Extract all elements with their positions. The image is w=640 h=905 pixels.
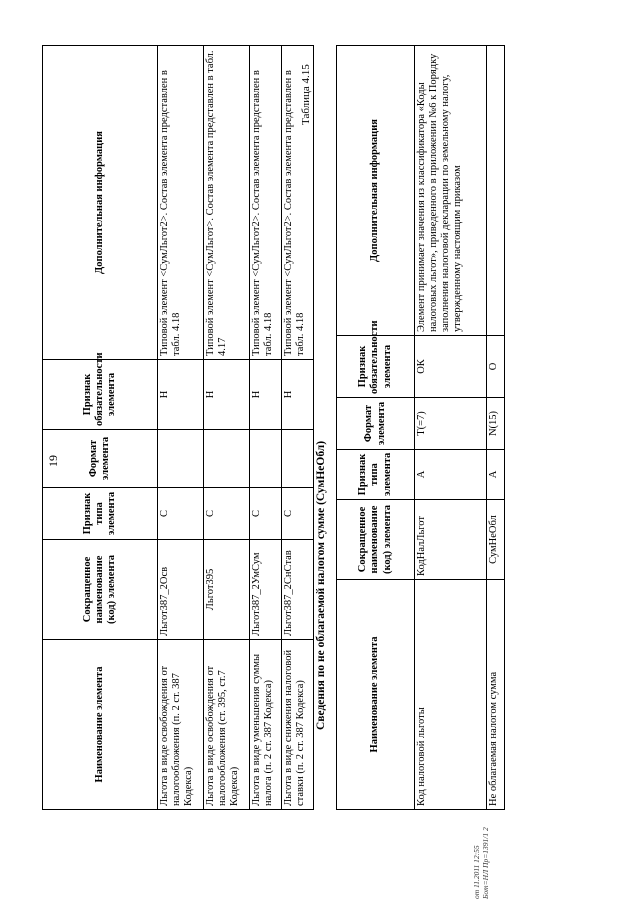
- element-info: Типовой элемент <СумЛьгот2>. Состав элемента представлен в табл. 4.18: [158, 46, 204, 360]
- element-name: Льгота в виде освобождения от налогообложения (п. 2 ст. 387 Кодекса): [158, 640, 204, 810]
- element-format: [282, 430, 314, 488]
- footer-line: Бот=НЛ Пр=1391/1 2: [481, 827, 491, 899]
- element-code: КодНалЛьгот: [415, 500, 487, 580]
- element-required: Н: [282, 360, 314, 430]
- element-info: [487, 46, 505, 336]
- header-cell: Дополнительная информация: [337, 46, 415, 336]
- element-type: А: [487, 450, 505, 500]
- untaxed-amount-table: [336, 45, 505, 810]
- element-format: [204, 430, 250, 488]
- table-row: [158, 46, 204, 810]
- header-cell: Наименование элемента: [337, 580, 415, 810]
- table-row: [250, 46, 282, 810]
- element-type: С: [250, 488, 282, 540]
- element-info: Типовой элемент <СумЛьгот2>. Состав элемента представлен в табл. 4.18: [250, 46, 282, 360]
- element-required: Н: [158, 360, 204, 430]
- element-required: Н: [204, 360, 250, 430]
- element-code: Льгот387_2Осв: [158, 540, 204, 640]
- header-cell: Признак обязательности элемента: [337, 336, 415, 398]
- element-name: Льгота в виде снижения налоговой ставки (п. 2 ст. 387 Кодекса): [282, 640, 314, 810]
- element-format: [158, 430, 204, 488]
- header-cell: Признак типа элемента: [337, 450, 415, 500]
- page-number: 19: [46, 455, 60, 467]
- element-type: А: [415, 450, 487, 500]
- element-info: Элемент принимает значения из классификатора «Коды налоговых льгот», приведенного в приложении №6 к Порядку заполнения налоговой декларации по земельному налогу, утвержденному настоящим приказом: [415, 46, 487, 336]
- header-cell: Формат элемента: [337, 398, 415, 450]
- table-header-row: [43, 46, 158, 810]
- header-cell: Формат элемента: [43, 430, 158, 488]
- element-name: Льгота в виде освобождения от налогообложения (ст. 395, ст.7 Кодекса): [204, 640, 250, 810]
- element-format: T(=7): [415, 398, 487, 450]
- table-row: [282, 46, 314, 810]
- element-code: СумНеОбл: [487, 500, 505, 580]
- element-format: [250, 430, 282, 488]
- table-row: [204, 46, 250, 810]
- element-type: С: [158, 488, 204, 540]
- table-row: [415, 46, 487, 810]
- table-label: Таблица 4.15: [300, 64, 312, 125]
- element-type: С: [204, 488, 250, 540]
- elements-table: [42, 45, 314, 810]
- element-required: ОК: [415, 336, 487, 398]
- element-code: Льгот387_2СнСтав: [282, 540, 314, 640]
- header-cell: Сокращенное наименование (код) элемента: [43, 540, 158, 640]
- element-code: Льгот395: [204, 540, 250, 640]
- element-name: Код налоговой льготы: [415, 580, 487, 810]
- footer-line: от 11.2011 12:55: [472, 845, 481, 899]
- table-row: [487, 46, 505, 810]
- element-name: Не облагаемая налогом сумма: [487, 580, 505, 810]
- header-cell: Дополнительная информация: [43, 46, 158, 360]
- footer-stamp: [472, 827, 491, 899]
- element-info: Типовой элемент <СумЛьгот2>. Состав элемента представлен в табл. 4.18: [282, 46, 314, 360]
- element-name: Льгота в виде уменьшения суммы налога (п. 2 ст. 387 Кодекса): [250, 640, 282, 810]
- element-required: О: [487, 336, 505, 398]
- header-cell: Сокращенное наименование (код) элемента: [337, 500, 415, 580]
- header-cell: Наименование элемента: [43, 640, 158, 810]
- table-header-row: [337, 46, 415, 810]
- element-required: Н: [250, 360, 282, 430]
- element-format: N(15): [487, 398, 505, 450]
- header-cell: Признак обязательности элемента: [43, 360, 158, 430]
- section-title: Сведения по не облагаемой налогом сумме (СумНеОбл): [315, 440, 327, 730]
- element-info: Типовой элемент <СумЛьгот>. Состав элемента представлен в табл. 4.17: [204, 46, 250, 360]
- header-cell: Признак типа элемента: [43, 488, 158, 540]
- element-type: С: [282, 488, 314, 540]
- element-code: Льгот387_2УмСум: [250, 540, 282, 640]
